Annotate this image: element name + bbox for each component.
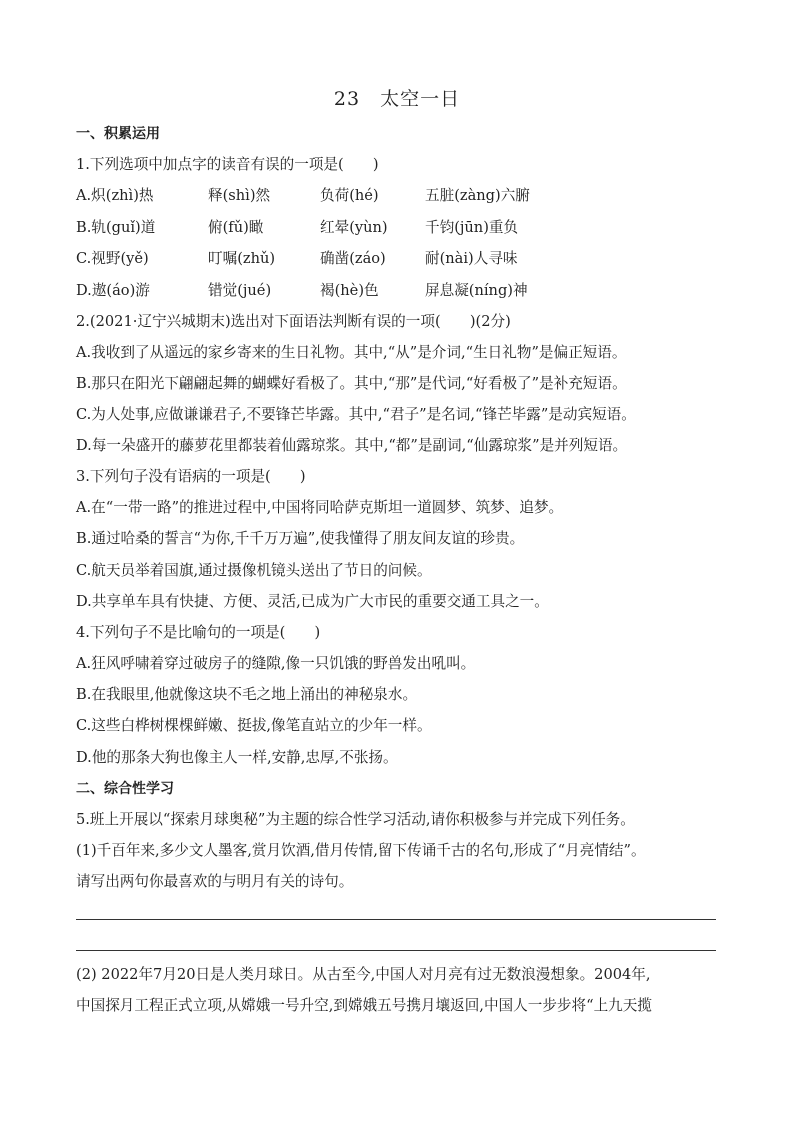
q5-sub2-line2: 中国探月工程正式立项,从嫦娥一号升空,到嫦娥五号携月壤返回,中国人一步步将“上九天揽 <box>76 997 652 1014</box>
q1-option-c-3: 确凿(záo) <box>320 250 386 267</box>
q1-option-b-2: 俯(fǔ)瞰 <box>208 219 264 236</box>
q1-option-c-4: 耐(nài)人寻味 <box>425 250 518 267</box>
q1-option-b-3: 红晕(yùn) <box>320 219 388 236</box>
q2-option-a: A.我收到了从遥远的家乡寄来的生日礼物。其中,“从”是介词,“生日礼物”是偏正短语。 <box>76 344 627 361</box>
q1-option-d-2: 错觉(jué) <box>208 282 272 299</box>
q3-option-b: B.通过哈桑的誓言“为你,千千万万遍”,使我懂得了朋友间友谊的珍贵。 <box>76 530 525 547</box>
q5-sub2-line1: (2) 2022年7月20日是人类月球日。从古至今,中国人对月亮有过无数浪漫想象。2004年, <box>76 966 651 983</box>
q5-sub1-line1: (1)千百年来,多少文人墨客,赏月饮酒,借月传情,留下传诵千古的名句,形成了“月亮情结”。 <box>76 842 646 859</box>
q2-option-c: C.为人处事,应做谦谦君子,不要锋芒毕露。其中,“君子”是名词,“锋芒毕露”是动宾短语。 <box>76 406 636 423</box>
q4-option-a: A.狂风呼啸着穿过破房子的缝隙,像一只饥饿的野兽发出吼叫。 <box>76 655 476 672</box>
question-2-stem: 2.(2021·辽宁兴城期末)选出对下面语法判断有误的一项( )(2分) <box>76 313 511 330</box>
q4-option-c: C.这些白桦树棵棵鲜嫩、挺拔,像笔直站立的少年一样。 <box>76 717 432 734</box>
section-heading-comprehensive: 二、综合性学习 <box>76 781 174 797</box>
q1-option-d-3: 褐(hè)色 <box>320 282 379 299</box>
q1-option-d-1: D.遨(áo)游 <box>76 282 150 299</box>
q1-option-a-3: 负荷(hé) <box>320 187 379 204</box>
q2-option-d: D.每一朵盛开的藤萝花里都装着仙露琼浆。其中,“都”是副词,“仙露琼浆”是并列短语。 <box>76 437 628 454</box>
q1-option-b-4: 千钧(jūn)重负 <box>425 219 519 236</box>
section-heading-accumulation: 一、积累运用 <box>76 126 160 142</box>
question-4-stem: 4.下列句子不是比喻句的一项是( ) <box>76 624 321 641</box>
q1-option-a-4: 五脏(zàng)六腑 <box>425 187 530 204</box>
q3-option-a: A.在“一带一路”的推进过程中,中国将同哈萨克斯坦一道圆梦、筑梦、追梦。 <box>76 499 564 516</box>
question-3-stem: 3.下列句子没有语病的一项是( ) <box>76 468 306 485</box>
q4-option-b: B.在我眼里,他就像这块不毛之地上涌出的神秘泉水。 <box>76 686 418 703</box>
q3-option-d: D.共享单车具有快捷、方便、灵活,已成为广大市民的重要交通工具之一。 <box>76 593 549 610</box>
page-title: 23 太空一日 <box>333 88 461 110</box>
answer-line-1[interactable] <box>76 919 716 920</box>
q1-option-a-2: 释(shì)然 <box>208 187 271 204</box>
q1-option-c-1: C.视野(yě) <box>76 250 149 267</box>
q5-sub1-line2: 请写出两句你最喜欢的与明月有关的诗句。 <box>76 873 354 890</box>
question-5-stem: 5.班上开展以“探索月球奥秘”为主题的综合性学习活动,请你积极参与并完成下列任务。 <box>76 811 635 828</box>
q1-option-d-4: 屏息凝(níng)神 <box>425 282 528 299</box>
q2-option-b: B.那只在阳光下翩翩起舞的蝴蝶好看极了。其中,“那”是代词,“好看极了”是补充短语。 <box>76 375 627 392</box>
q1-option-a-1: A.炽(zhì)热 <box>76 187 154 204</box>
answer-line-2[interactable] <box>76 950 716 951</box>
q4-option-d: D.他的那条大狗也像主人一样,安静,忠厚,不张扬。 <box>76 749 398 766</box>
question-1-stem: 1.下列选项中加点字的读音有误的一项是( ) <box>76 156 379 173</box>
q1-option-c-2: 叮嘱(zhǔ) <box>208 250 276 267</box>
q3-option-c: C.航天员举着国旗,通过摄像机镜头送出了节日的问候。 <box>76 562 432 579</box>
q1-option-b-1: B.轨(guǐ)道 <box>76 219 156 236</box>
